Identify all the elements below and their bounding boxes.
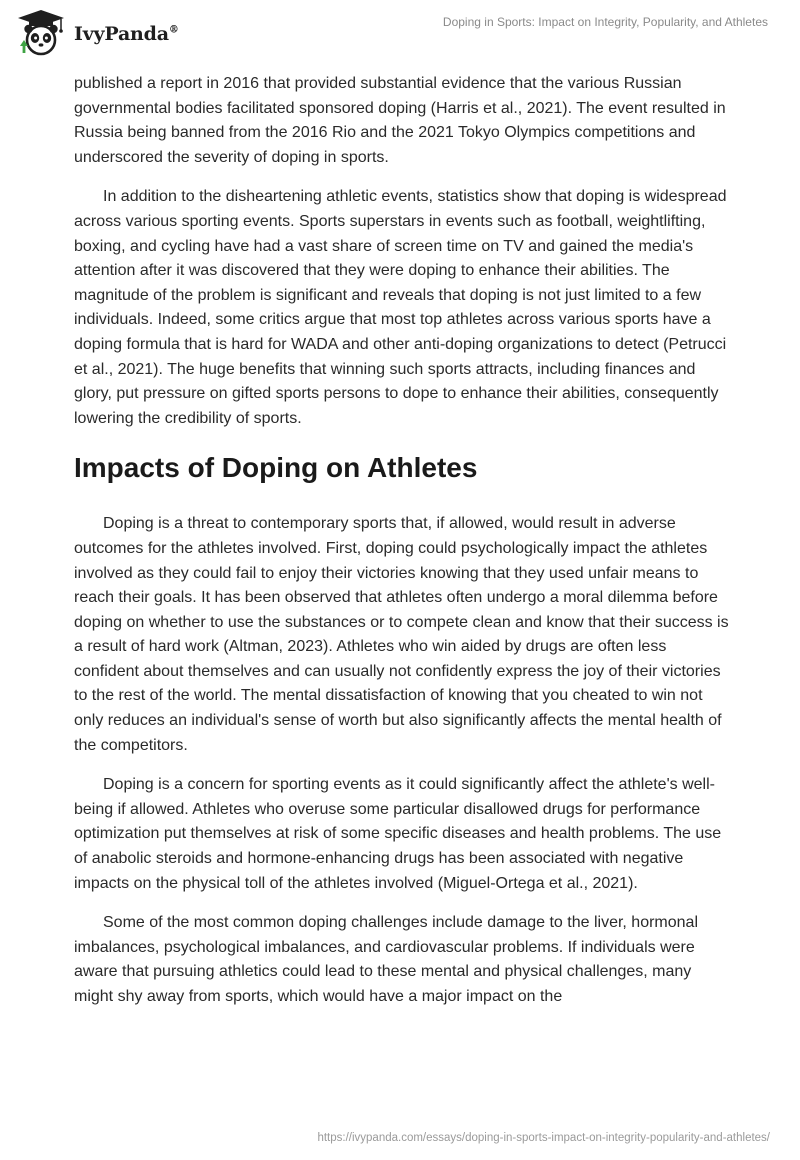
source-url[interactable]: https://ivypanda.com/essays/doping-in-sports-impact-on-integrity-popularity-and-athletes/ xyxy=(317,1132,770,1144)
section-heading: Impacts of Doping on Athletes xyxy=(74,452,478,484)
paragraph-section-3: Some of the most common doping challenges include damage to the liver, hormonal imbalances, psychological imbalances, and cardiovascular problems. If individuals were aware that pursuing athletics could lead to these mental and physical challenges, many might shy away from sports, which would have a major impact on the xyxy=(74,914,699,1005)
paragraph-intro-2: In addition to the disheartening athletic events, statistics show that doping is widespread across various sporting events. Sports superstars in events such as football, weightlifting, boxing, and cycling have had a vast share of screen time on TV and gained the media's attention after it was discovered that they were doping to enhance their abilities. The magnitude of the problem is significant and reveals that doping is not just limited to a few individuals. Indeed, some critics argue that most top athletes across various sports have a doping formula that is hard for WADA and other anti-doping organizations to detect (Petrucci et al., 2021). The huge benefits that winning such sports attracts, including finances and glory, put pressure on gifted sports persons to dope to enhance their abilities, consequently lowering the credibility of sports. xyxy=(74,188,727,427)
panda-graduate-icon xyxy=(14,8,68,58)
brand-logo[interactable] xyxy=(14,8,179,58)
paragraph-intro-1: published a report in 2016 that provided substantial evidence that the various Russian governmental bodies facilitated sponsored doping (Harris et al., 2021). The event resulted in Russia being banned from the 2016 Rio and the 2021 Tokyo Olympics competitions and underscored the severity of doping in sports. xyxy=(74,75,726,166)
paragraph-section-1: Doping is a threat to contemporary sports that, if allowed, would result in adverse outcomes for the athletes involved. First, doping could psychologically impact the athletes involved as they could fail to enjoy their victories knowing that they used unfair means to reach their goals. It has been observed that athletes often undergo a moral dilemma before doping on whether to use the substances or to compete clean and know that their success is a result of hard work (Altman, 2023). Athletes who win aided by drugs are often less confident about themselves and can usually not confidently express the joy of their victories to the rest of the world. The mental dissatisfaction of knowing that you cheated to win not only reduces an individual's sense of worth but also significantly affects the mental health of the competitors. xyxy=(74,515,729,754)
page-header xyxy=(0,0,800,66)
document-title: Doping in Sports: Impact on Integrity, Popularity, and Athletes xyxy=(442,15,768,29)
brand-name: IvyPanda® xyxy=(74,23,179,45)
paragraph-section-2: Doping is a concern for sporting events as it could significantly affect the athlete's well-being if allowed. Athletes who overuse some particular disallowed drugs for performance optimization put themselves at risk of some specific diseases and health problems. The use of anabolic steroids and hormone-enhancing drugs has been associated with negative impacts on the physical toll of the athletes involved (Miguel-Ortega et al., 2021). xyxy=(74,776,722,892)
essay-content xyxy=(74,72,732,1025)
